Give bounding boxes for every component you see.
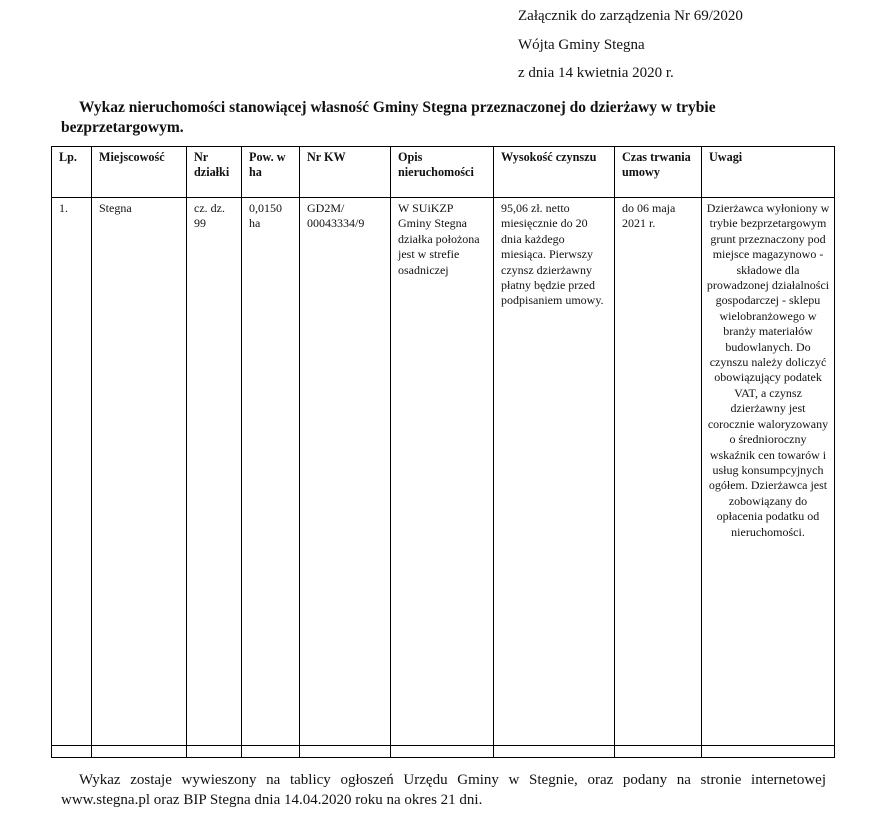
cell-lp: 1. — [52, 198, 92, 746]
cell-opis: W SUiKZP Gminy Stegna działka położona jest w strefie osadniczej — [391, 198, 494, 746]
column-header-uwagi: Uwagi — [702, 147, 835, 198]
column-header-czynsz: Wysokość czynszu — [494, 147, 615, 198]
table-header-row — [52, 147, 835, 198]
cell-uwagi: Dzierżawca wyłoniony w trybie bezprzetargowym grunt przeznaczony pod miejsce magazynowo - składowe dla prowadzonej działalności gospodarczej - sklepu wielobranżowego w branży materiałów budowlanych. Do czynszu należy doliczyć obowiązujący podatek VAT, a czynsz dzierżawny jest corocznie waloryzowany o średnioroczny wskaźnik cen towarów i usług konsumpcyjnych ogółem. Dzierżawca jest zobowiązany do opłacenia podatku od nieruchomości. — [702, 198, 835, 746]
cell-pow: 0,0150 ha — [242, 198, 300, 746]
cell-nr-dzialki: cz. dz. 99 — [187, 198, 242, 746]
property-table — [51, 146, 835, 758]
column-header-miejscowosc: Miejscowość — [92, 147, 187, 198]
header-authority-line: Wójta Gminy Stegna — [518, 37, 645, 53]
table-row-empty — [52, 746, 835, 758]
cell-czynsz: 95,06 zł. netto miesięcznie do 20 dnia każdego miesiąca. Pierwszy czynsz dzierżawny płatny będzie przed podpisaniem umowy. — [494, 198, 615, 746]
header-attachment-line: Załącznik do zarządzenia Nr 69/2020 — [518, 8, 743, 24]
column-header-opis: Opis nieruchomości — [391, 147, 494, 198]
cell-miejscowosc: Stegna — [92, 198, 187, 746]
column-header-czas: Czas trwania umowy — [615, 147, 702, 198]
table-row — [52, 198, 835, 746]
cell-czas: do 06 maja 2021 r. — [615, 198, 702, 746]
column-header-nr-dzialki: Nr działki — [187, 147, 242, 198]
column-header-lp: Lp. — [52, 147, 92, 198]
header-date-line: z dnia 14 kwietnia 2020 r. — [518, 65, 674, 81]
footer-notice: Wykaz zostaje wywieszony na tablicy ogłoszeń Urzędu Gminy w Stegnie, oraz podany na stronie internetowej www.stegna.pl oraz BIP Stegna dnia 14.04.2020 roku na okres 21 dni. — [61, 772, 826, 808]
cell-nr-kw: GD2M/ 00043334/9 — [300, 198, 391, 746]
document-title: Wykaz nieruchomości stanowiącej własność Gminy Stegna przeznaczonej do dzierżawy w trybie bezprzetargowym. — [61, 99, 716, 136]
column-header-nr-kw: Nr KW — [300, 147, 391, 198]
column-header-pow: Pow. w ha — [242, 147, 300, 198]
